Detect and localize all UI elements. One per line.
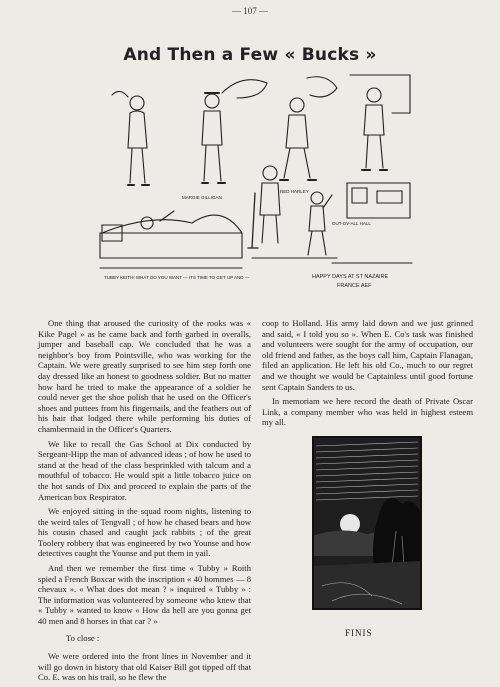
caption-margie: MARGIE GILLIGAN <box>182 195 222 200</box>
caption-red: RED HARLEY <box>280 189 309 194</box>
paragraph: We like to recall the Gas School at Dix conducted by Sergeant-Hipp the man of advanced ideas ; of how he used to stand at the head of the class besprinkled with talcum and a mouthful of tobacco. He would spit a little tobacco juice on the hot sands of Dix and proceed to explain the parts of the American box Respirator. <box>38 438 251 502</box>
paragraph: And then we remember the first time « Tubby » Roith spied a French Boxcar with the inscription « 40 hommes — 8 chevaux ». « What does dot mean ? » inquired « Tubby » : The information was volunteered by someone who knew that « Tubby » wanted to know « How da hell are you gonna get 40 men and 8 horses in that car ? » <box>38 563 251 627</box>
night-scene-illustration <box>312 436 422 610</box>
paragraph: We enjoyed sitting in the squad room nights, listening to the weird tales of Tengvall ; of how he chased bears and how his cousin chased and caught jack rabbits ; of the great Toolery robbery that was engineered by two Younse and how detectives caught the Younse and put them in yail. <box>38 506 251 559</box>
page-title: And Then a Few « Bucks » <box>123 45 377 65</box>
paragraph: One thing that aroused the curiosity of the rooks was « Kike Pagel » as he came back and forth garbed in overalls, jumper and baseball cap. We concluded that he was a neighbor's boy from Pointsville, who was working for the Captain. We were greatly surprised to see him step forth one day dressed like an honest to goodness soldier. But no matter how hard he tried to make the appearance of a soldier he could never get the shoe polish that he used on the Officer's shoes and puttees from his fingernails, and the feathers out of his hair that lodged there while performing his duties of chambermaid in the Officer's Quarters. <box>38 318 251 434</box>
cartoon-drawing <box>92 73 414 309</box>
paragraph: coop to Holland. His army laid down and we just grinned and said, « I told you so ». When E. Co's task was finished and volunteers were sought for the army of occupation, our old friend and father, as the boys call him, Captain Flanagan, filed an application. He left his old Co., much to our regret and we thought we would be Captainless until good fortune sent Captain Sanders to us. <box>262 318 473 392</box>
ending-text: FINIS <box>345 628 373 638</box>
page-number: — 107 — <box>232 6 268 16</box>
caption-tubby: TUBBY KEITH! WHAT DO YOU WANT — ITS TIME TO GET UP AND — <box>104 275 250 280</box>
caption-overtheres: OUT-OV-ALL HALL <box>332 221 371 226</box>
paragraph: To close : <box>66 632 100 643</box>
caption-happy: HAPPY DAYS AT ST NAZAIRE <box>312 274 389 280</box>
right-column <box>262 318 473 432</box>
paragraph: In memoriam we here record the death of Private Oscar Link, a company member who was held in highest esteem my all. <box>262 396 473 428</box>
caption-france: FRANCE AEF <box>337 283 372 289</box>
night-scene-drawing <box>312 436 422 610</box>
paragraph: We were ordered into the front lines in November and it will go down in history that old Kaiser Bill got tipped off that Co. E. was on his trail, so he flew the <box>38 651 251 683</box>
cartoon-illustration <box>92 73 414 309</box>
left-column <box>38 318 251 687</box>
